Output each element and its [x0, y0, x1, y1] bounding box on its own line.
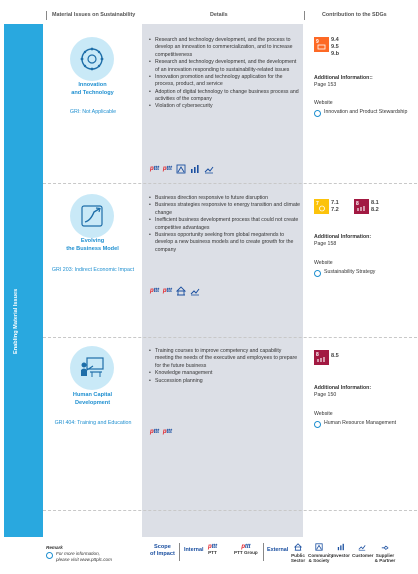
additional-information: Additional Information: Page 158: [314, 234, 372, 248]
customer-icon: [190, 286, 200, 296]
investor-icon: [337, 543, 345, 551]
external-label: External: [267, 547, 289, 553]
internal-label: Internal: [184, 547, 204, 553]
customer-icon: [358, 543, 366, 551]
website-link[interactable]: Website Human Resource Management: [314, 411, 397, 426]
gri-reference: GRI 404: Training and Education: [54, 420, 132, 426]
ptt-group-logo: pttt: [162, 288, 172, 294]
details-list: [149, 348, 301, 385]
sdg-target-numbers: 8.5: [331, 353, 339, 359]
list-item: • Succession planning: [149, 378, 301, 385]
ptt-group-logo: pttt: [241, 544, 251, 550]
material-issue-title: Innovation and Technology: [71, 82, 114, 96]
page-reference[interactable]: Page 150: [314, 392, 337, 399]
ptt-group-logo: pttt: [162, 429, 172, 435]
ptt-legend: pttt PTT: [208, 544, 217, 555]
website-link[interactable]: Website Sustainability Strategy: [314, 260, 376, 275]
gri-reference: GRI: Not Applicable: [69, 109, 117, 115]
business-model-icon: [70, 194, 114, 238]
svg-text:9: 9: [316, 39, 319, 45]
footer-legend: [0, 542, 418, 574]
material-issue-title: Evolving the Business Model: [66, 238, 119, 252]
ptt-group-legend: pttt PTT Group: [234, 544, 258, 555]
list-item: • Innovation promotion and technology application for the process, product, and service: [149, 74, 301, 89]
investor-icon: [190, 164, 200, 174]
details-list: [149, 195, 301, 254]
ptt-group-logo: pttt: [162, 166, 172, 172]
list-item: • Business strategies responsive to energy transition and climate change: [149, 202, 301, 217]
sdg-target-numbers: 8.1 8.2: [371, 200, 379, 213]
list-item: • Knowledge management: [149, 370, 301, 377]
website-icon: [314, 110, 321, 117]
header-separator: [46, 11, 47, 20]
footer-separator: [179, 543, 180, 561]
svg-text:8: 8: [356, 201, 359, 207]
list-item: • Training courses to improve competency and capability meeting the needs of the executive and employees to prepare for the future business: [149, 348, 301, 370]
scope-of-impact-icons: [150, 286, 200, 296]
supplier-icon: [381, 543, 389, 551]
ptt-logo: pttt: [208, 544, 217, 550]
scope-of-impact-icons: [150, 429, 172, 435]
remark-text: For more information, please visit www.pttplc.com: [56, 551, 112, 563]
supplier-legend: Supplier & Partner: [374, 543, 396, 564]
community-icon: [176, 164, 186, 174]
material-issue-title: Human Capital Development: [72, 392, 113, 406]
additional-information: Additional Information:: Page 153: [314, 75, 373, 89]
scope-of-impact-title: Scope of Impact: [150, 544, 175, 557]
ptt-logo: pttt: [150, 429, 159, 435]
row-divider: [43, 337, 417, 338]
website-link[interactable]: Website Innovation and Product Stewardship: [314, 100, 408, 115]
website-icon: [314, 421, 321, 428]
public-sector-icon: [176, 286, 186, 296]
page-reference[interactable]: Page 153: [314, 82, 337, 89]
sdg-target-numbers: 9.4 9.5 9.b: [331, 37, 340, 57]
public-sector-icon: [294, 543, 302, 551]
human-capital-icon: [70, 346, 114, 390]
header-separator: [304, 11, 305, 20]
remark-label: Remark: [46, 545, 63, 550]
side-category-label: Enabling Material Issues: [13, 288, 19, 354]
list-item: • Research and technology development, and the process to develop an innovation to commercialization, and to increase competitiveness: [149, 37, 301, 59]
sdg-8-icon: [314, 350, 329, 365]
innovation-icon: [70, 37, 114, 81]
material-column: [43, 24, 142, 537]
page-reference[interactable]: Page 158: [314, 241, 337, 248]
header-details: Details: [210, 12, 228, 18]
additional-information: Additional Information: Page 150: [314, 385, 372, 399]
investor-legend: Investor: [332, 543, 350, 558]
gri-reference: GRI 203: Indirect Economic Impact: [51, 267, 135, 273]
website-icon: [46, 552, 53, 559]
customer-legend: Customer: [352, 543, 372, 558]
table-header: [0, 9, 418, 23]
svg-text:8: 8: [316, 352, 319, 358]
list-item: • Violation of cybersecurity: [149, 103, 301, 110]
list-item: • Business direction responsive to future disruption: [149, 195, 301, 202]
sdg-7-icon: [314, 199, 329, 214]
ptt-logo: pttt: [150, 166, 159, 172]
row-divider: [43, 510, 417, 511]
website-icon: [314, 270, 321, 277]
details-list: [149, 37, 301, 111]
footer-separator: [263, 543, 264, 561]
list-item: • Adoption of digital technology to change business process and activities of the company: [149, 89, 301, 104]
ptt-logo: pttt: [150, 288, 159, 294]
customer-icon: [204, 164, 214, 174]
scope-of-impact-icons: [150, 164, 214, 174]
list-item: • Research and technology development, and the development of an innovation responding to sustainability-related issues: [149, 59, 301, 74]
list-item: • Inefficient business development process that could not create competitive advantages: [149, 217, 301, 232]
public-sector-legend: Public Sector: [290, 543, 306, 564]
list-item: • Business opportunity seeking from global megatrends to develop a new business models and to create growth for the company: [149, 232, 301, 254]
header-material-issues: Material Issues on Sustainability: [52, 12, 136, 18]
header-sdgs: Contribution to the SDGs: [322, 12, 387, 18]
sdg-8-icon: [354, 199, 369, 214]
sdg-target-numbers: 7.1 7.2: [331, 200, 339, 213]
row-divider: [43, 183, 417, 184]
side-category-bar: [4, 24, 43, 537]
sdg-9-icon: [314, 37, 329, 52]
community-icon: [315, 543, 323, 551]
svg-text:7: 7: [316, 201, 319, 207]
community-legend: Community & Society: [308, 543, 330, 564]
